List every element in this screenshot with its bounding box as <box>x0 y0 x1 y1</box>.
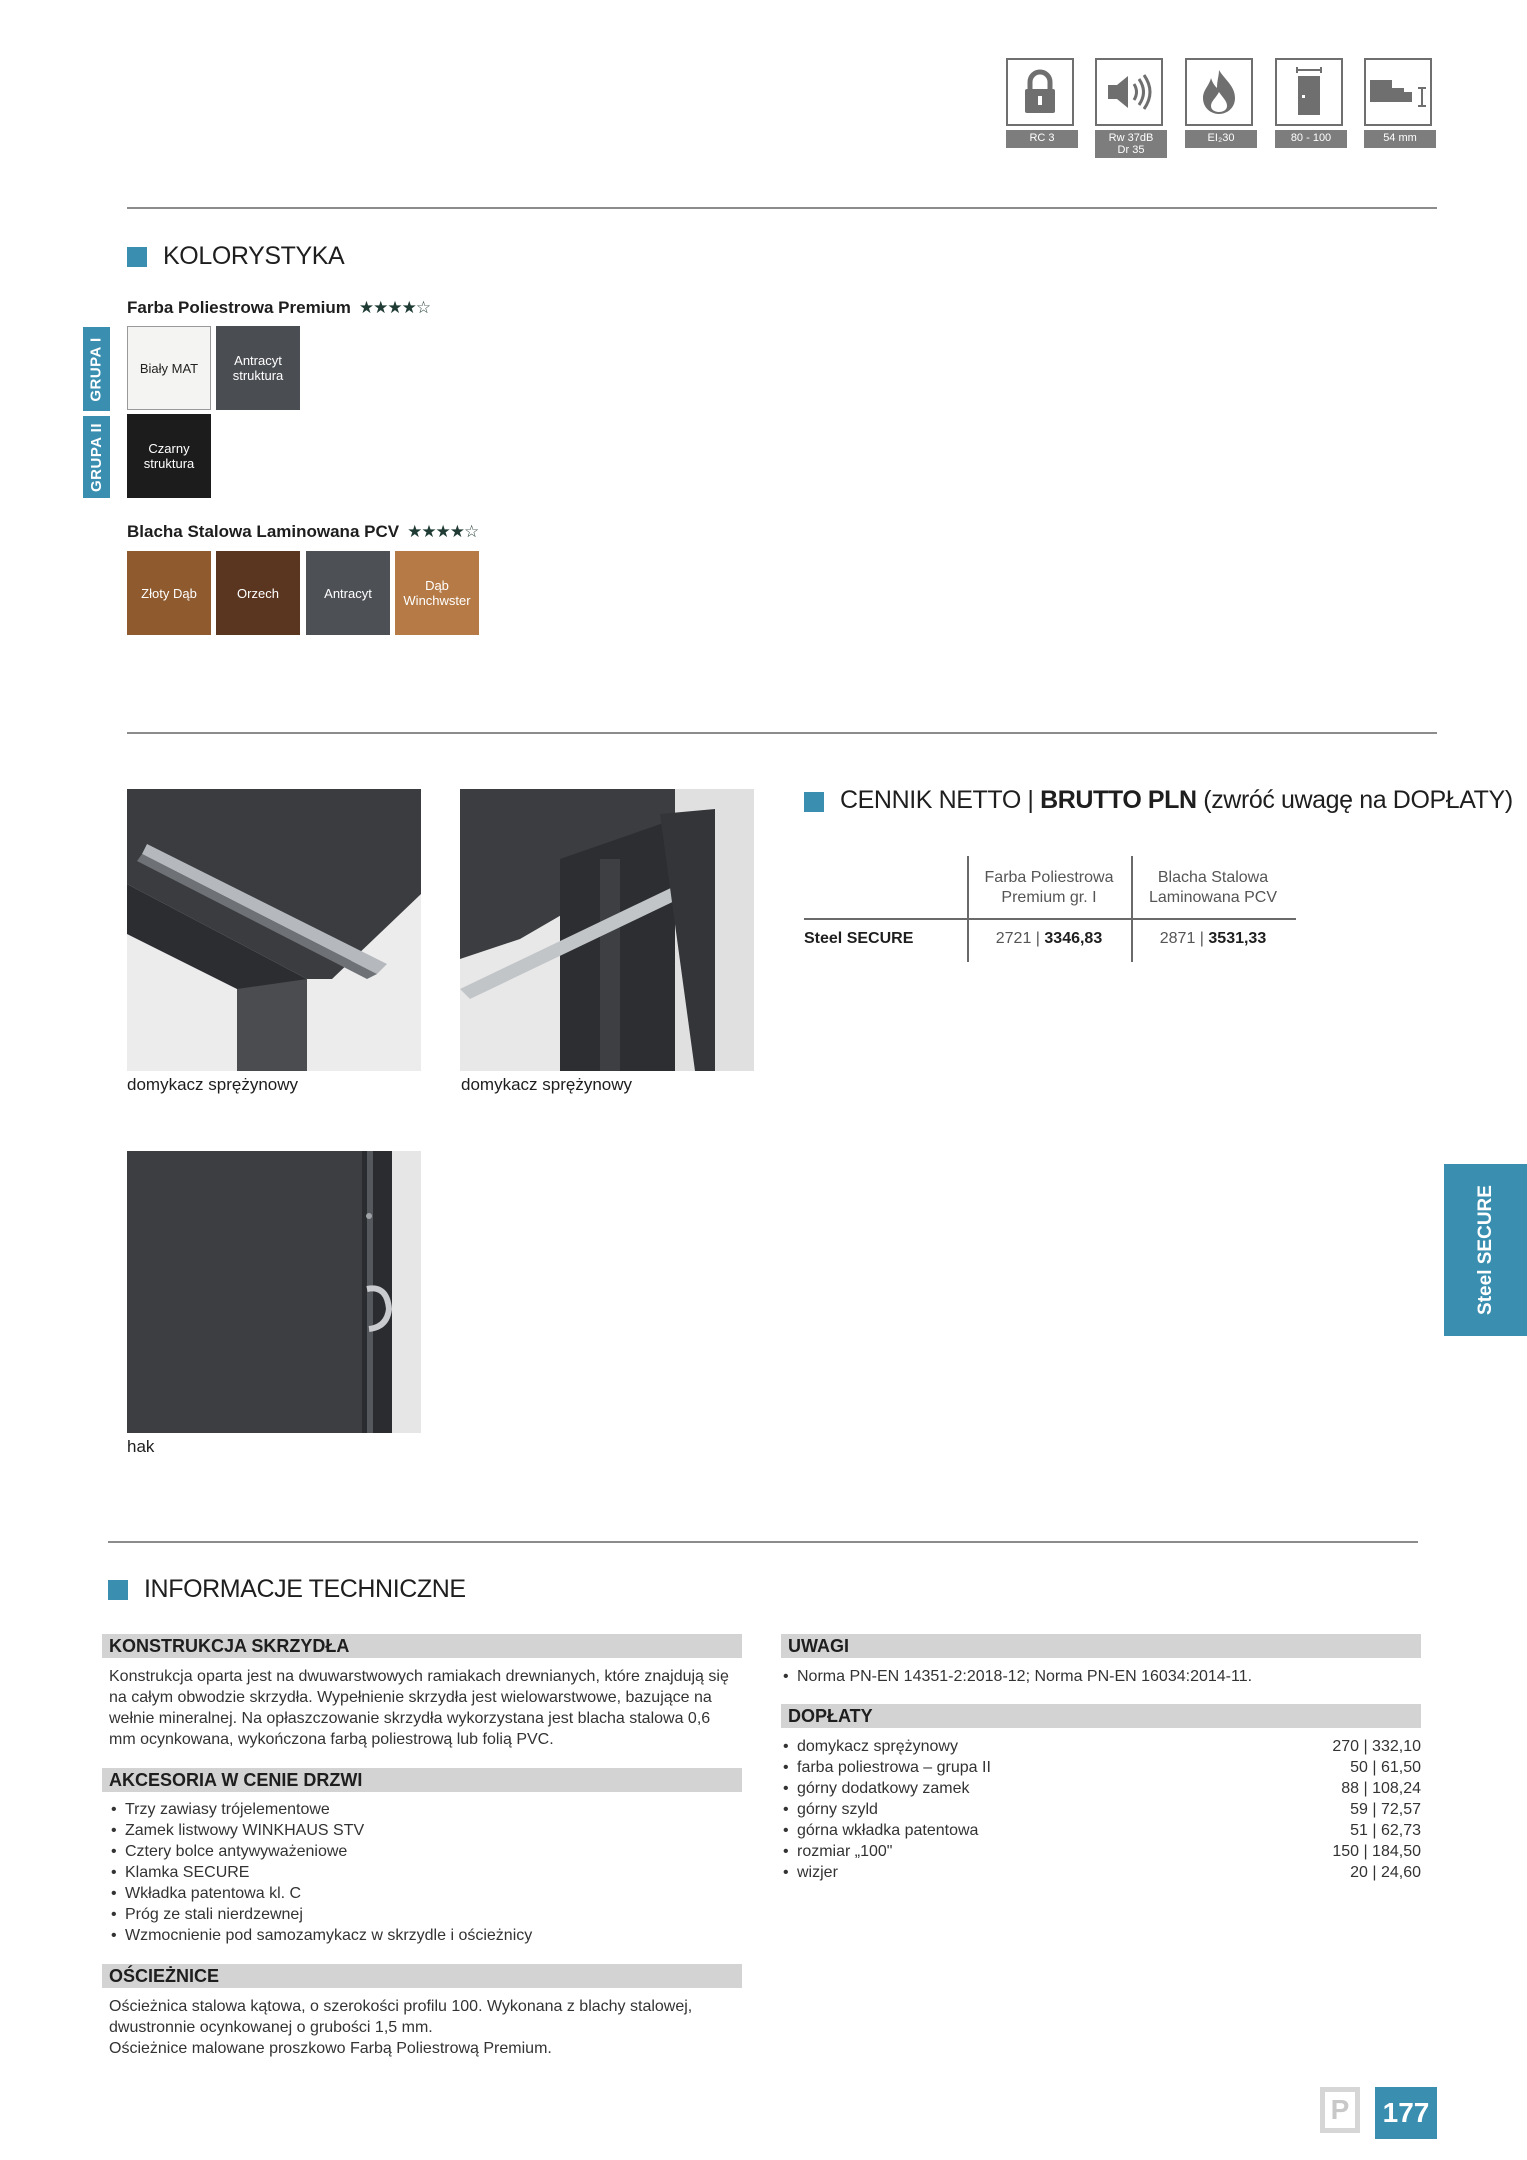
spec-thickness <box>1364 58 1436 148</box>
spec-label: RC 3 <box>1006 130 1078 148</box>
rating-stars-icon: ★★★★☆ <box>358 298 431 317</box>
price-cell: 2871 | 3531,33 <box>1159 930 1267 947</box>
spec-label: 80 - 100 <box>1275 130 1347 148</box>
section-title-kolorystyka: KOLORYSTYKA <box>163 242 345 270</box>
list-item: • Próg ze stali nierdzewnej <box>109 1904 741 1925</box>
section-marker <box>127 247 147 267</box>
spec-label: Rw 37dB Dr 35 <box>1095 130 1167 158</box>
list-item: • górny dodatkowy zamek 88 | 108,24 <box>781 1778 1421 1799</box>
list-item: • Wkładka patentowa kl. C <box>109 1883 741 1904</box>
spec-acoustic <box>1095 58 1167 158</box>
list-item: • domykacz sprężynowy 270 | 332,10 <box>781 1736 1421 1757</box>
list-item: • Klamka SECURE <box>109 1862 741 1883</box>
page-number: 177 <box>1375 2087 1437 2139</box>
blacha-heading: Blacha Stalowa Laminowana PCV ★★★★☆ <box>127 522 479 541</box>
list-item: • Trzy zawiasy trójelementowe <box>109 1799 741 1820</box>
side-tab-steel-secure: Steel SECURE <box>1444 1164 1527 1336</box>
section-marker <box>108 1580 128 1600</box>
doplaty-heading: DOPŁATY <box>781 1704 1421 1728</box>
color-swatch[interactable]: Orzech <box>216 551 300 635</box>
list-item: • farba poliestrowa – grupa II 50 | 61,50 <box>781 1757 1421 1778</box>
section-marker <box>804 792 824 812</box>
list-item: • górny szyld 59 | 72,57 <box>781 1799 1421 1820</box>
color-swatch[interactable]: Złoty Dąb <box>127 551 211 635</box>
photo-caption: domykacz sprężynowy <box>127 1075 299 1094</box>
oscieznice-text: Ościeżnica stalowa kątowa, o szerokości profilu 100. Wykonana z blachy stalowej, dwustronnie ocynkowanej o grubości 1,5 mm. Ościeżnice malowane proszkowo Farbą Poliestrową Premium. <box>109 1998 693 2057</box>
konstrukcja-text: Konstrukcja oparta jest na dwuwarstwowych ramiakach drewnianych, które znajdują się na całym obwodzie skrzydła. Wypełnienie skrzydła jest wielowarstwowe, bazujące na wełnie mineralnej. Na opłaszczowanie skrzydła wykorzystana jest blacha stalowa 0,6 mm ocynkowana, wykończona farbą poliestrową lub folią PVC. <box>109 1668 729 1748</box>
spec-label: EI₂30 <box>1185 130 1257 148</box>
price-row-label: Steel SECURE <box>804 930 914 947</box>
price-col-header: Blacha Stalowa Laminowana PCV <box>1148 869 1278 906</box>
list-item: • wizjer 20 | 24,60 <box>781 1862 1421 1883</box>
list-item: • Cztery bolce antywyważeniowe <box>109 1841 741 1862</box>
list-item: • górna wkładka patentowa 51 | 62,73 <box>781 1820 1421 1841</box>
brand-logo-icon: P <box>1320 2087 1360 2133</box>
farba-heading: Farba Poliestrowa Premium ★★★★☆ <box>127 298 431 317</box>
photo-caption: domykacz sprężynowy <box>461 1075 633 1094</box>
color-swatch[interactable]: Antracyt struktura <box>216 326 300 410</box>
color-swatch[interactable]: Antracyt <box>306 551 390 635</box>
list-item: • Zamek listwowy WINKHAUS STV <box>109 1820 741 1841</box>
section-title-tech: INFORMACJE TECHNICZNE <box>144 1575 466 1603</box>
uwagi-list <box>781 1666 1421 1687</box>
spec-label: 54 mm <box>1364 130 1436 148</box>
list-item: • Wzmocnienie pod samozamykacz w skrzydle i ościeżnicy <box>109 1925 741 1946</box>
grupa-2-label: GRUPA II <box>83 416 110 498</box>
grupa-1-label: GRUPA I <box>83 327 110 411</box>
photo-door-closer-1 <box>127 789 421 1071</box>
spec-rc3 <box>1006 58 1078 148</box>
oscieznice-heading: OŚCIEŻNICE <box>102 1964 742 1988</box>
color-swatch[interactable]: Czarny struktura <box>127 414 211 498</box>
price-col-header: Farba Poliestrowa Premium gr. I <box>984 869 1114 906</box>
speaker-icon <box>1095 58 1163 126</box>
akcesoria-heading: AKCESORIA W CENIE DRZWI <box>102 1768 742 1792</box>
uwagi-heading: UWAGI <box>781 1634 1421 1658</box>
spec-fire <box>1185 58 1257 148</box>
list-item: • Norma PN-EN 14351-2:2018-12; Norma PN-EN 16034:2014-11. <box>781 1666 1421 1687</box>
flame-icon <box>1185 58 1253 126</box>
list-item: • rozmiar „100" 150 | 184,50 <box>781 1841 1421 1862</box>
padlock-icon <box>1006 58 1074 126</box>
rating-stars-icon: ★★★★☆ <box>407 522 479 541</box>
photo-caption: hak <box>127 1437 155 1456</box>
divider <box>127 732 1437 734</box>
doplaty-list <box>781 1736 1421 1883</box>
spec-width <box>1275 58 1347 148</box>
konstrukcja-heading: KONSTRUKCJA SKRZYDŁA <box>102 1634 742 1658</box>
door-width-icon <box>1275 58 1343 126</box>
divider <box>127 207 1437 209</box>
photo-hook <box>127 1151 421 1433</box>
color-swatch[interactable]: Biały MAT <box>127 326 211 410</box>
akcesoria-list <box>109 1799 741 1946</box>
photo-door-closer-2 <box>460 789 754 1071</box>
price-cell: 2721 | 3346,83 <box>995 930 1103 947</box>
divider <box>108 1541 1418 1543</box>
section-title-cennik: CENNIK NETTO | BRUTTO PLN (zwróć uwagę na DOPŁATY) <box>840 786 1513 814</box>
color-swatch[interactable]: Dąb Winchwster <box>395 551 479 635</box>
thickness-icon <box>1364 58 1432 126</box>
